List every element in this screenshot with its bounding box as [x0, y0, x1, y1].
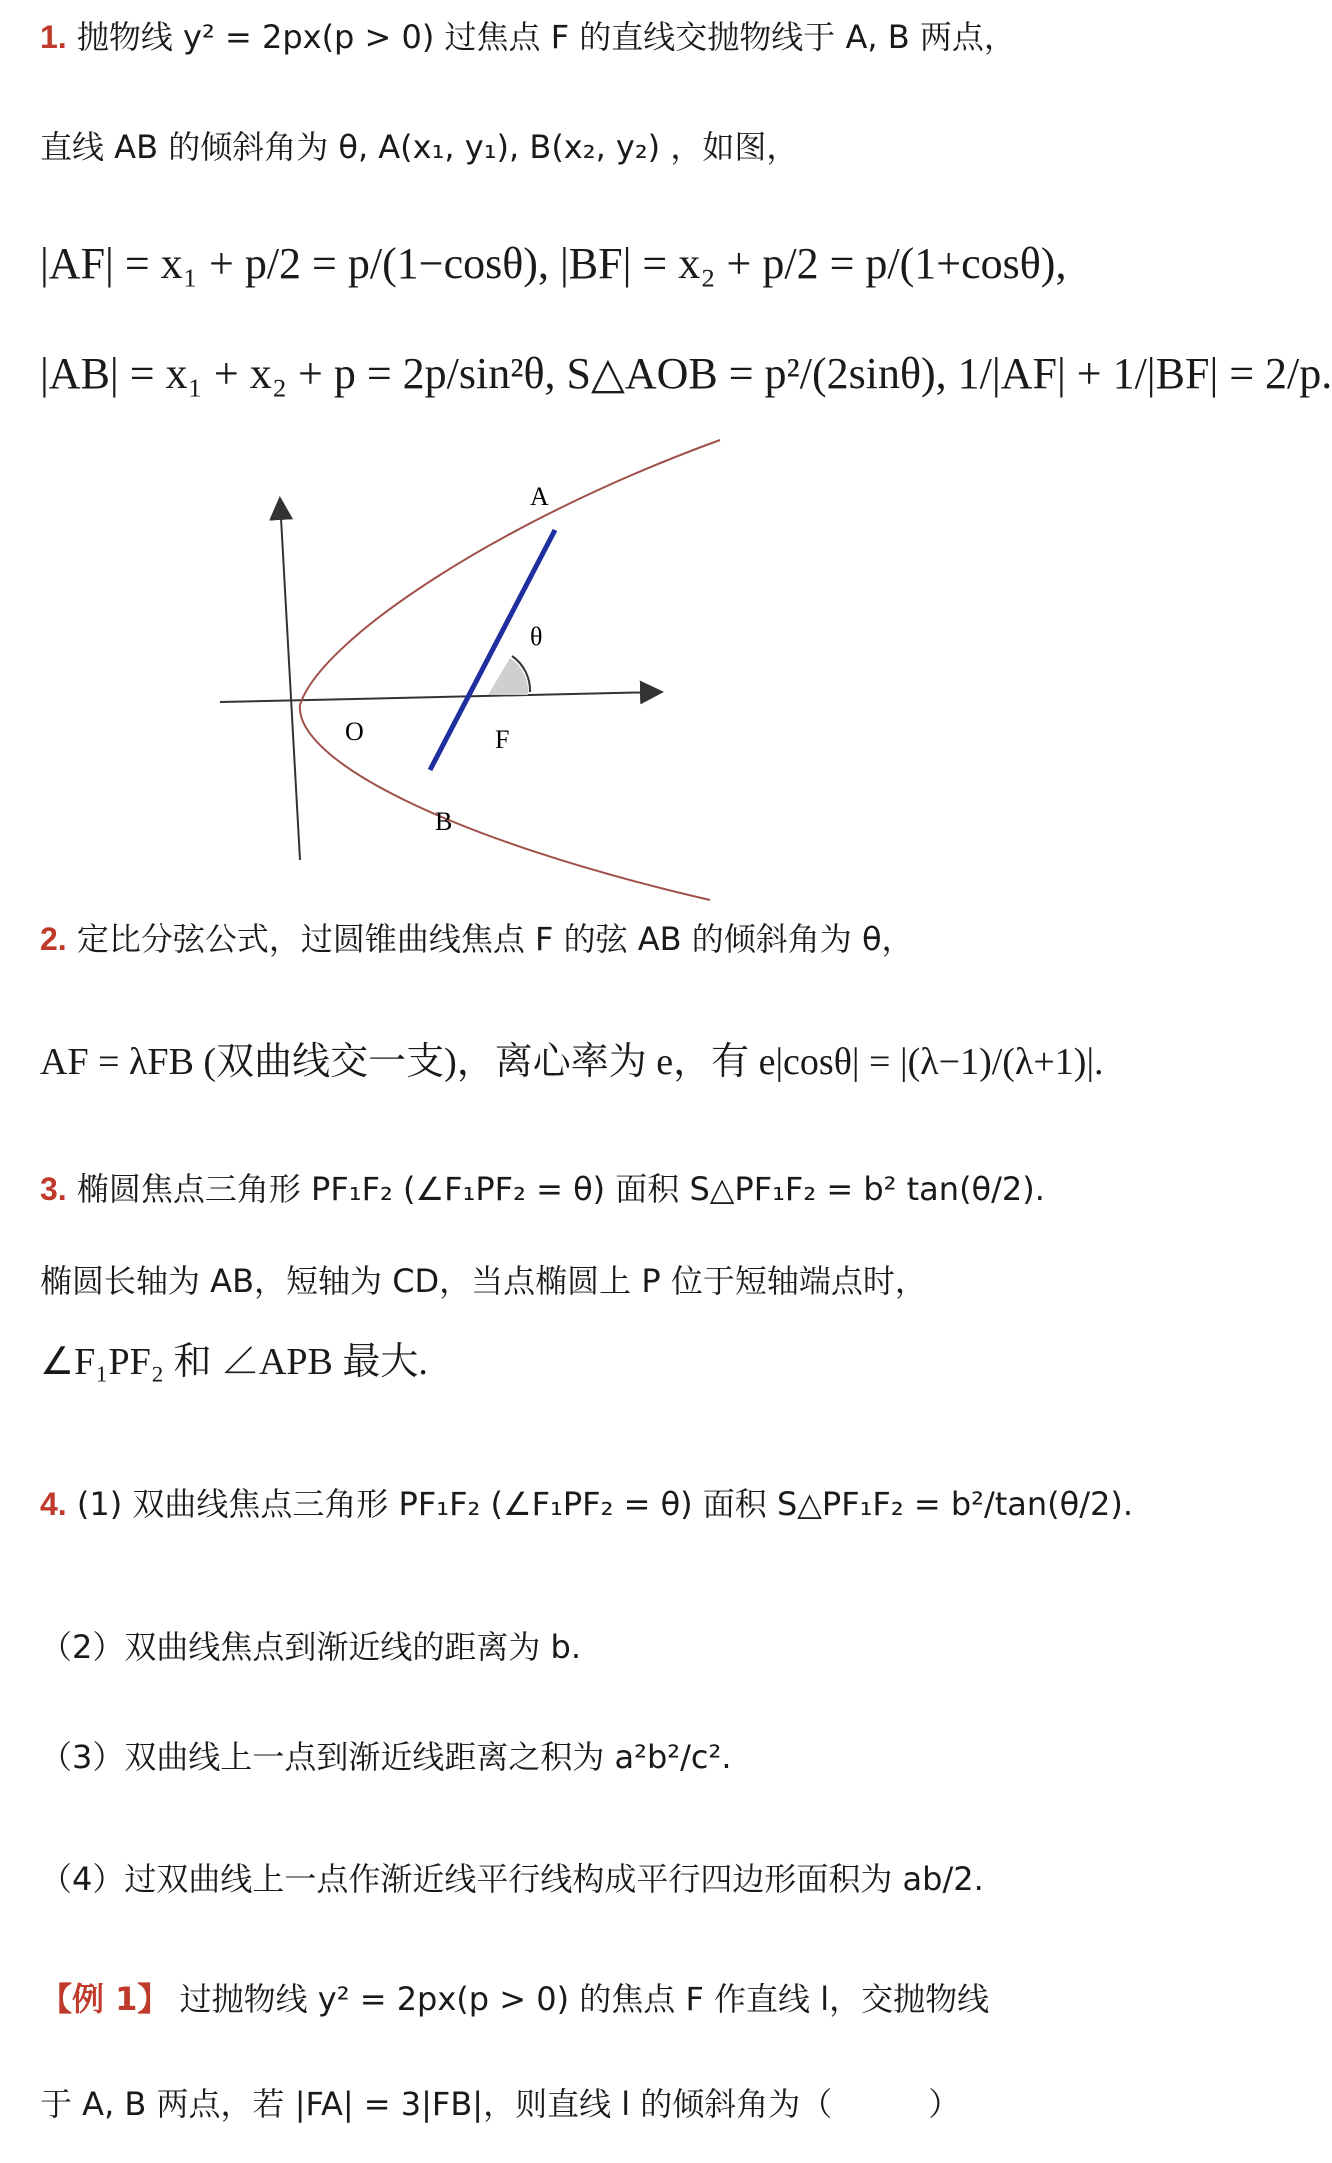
item2-line1-text: 定比分弦公式，过圆锥曲线焦点 F 的弦 AB 的倾斜角为 θ，: [76, 920, 914, 958]
item1-line2: [40, 128, 1060, 166]
item1-line1-text: 抛物线 y² = 2px(p > 0) 过焦点 F 的直线交抛物线于 A, B 两点，: [76, 18, 1016, 56]
item2-line1: [40, 920, 1060, 958]
item2-formula: [40, 1040, 1104, 1086]
label-a: A: [530, 482, 549, 511]
angle-arc: [488, 658, 528, 695]
label-b: B: [435, 807, 453, 836]
item-number: 3.: [40, 1171, 67, 1207]
example-line2: [40, 2085, 1060, 2123]
item4-line1-text: (1) 双曲线焦点三角形 PF₁F₂ (∠F₁PF₂ = θ) 面积 S△PF₁F₂ = b²/tan(θ/2).: [76, 1485, 1134, 1523]
item-number: 4.: [40, 1486, 67, 1522]
item3-line2: [40, 1262, 1060, 1300]
item4-line4-text: （4）过双曲线上一点作渐近线平行线构成平行四边形面积为 ab/2.: [40, 1860, 984, 1898]
item3-line1: [40, 1170, 1060, 1208]
x-axis: [220, 692, 660, 702]
item3-line3-text: ∠F₁PF₂ 和 ∠APB 最大.: [40, 1341, 428, 1383]
example-line1: [40, 1980, 1060, 2018]
item4-line1: [40, 1485, 1134, 1523]
example-line1-text: 过抛物线 y² = 2px(p > 0) 的焦点 F 作直线 l，交抛物线: [179, 1980, 990, 2018]
item4-line2-text: （2）双曲线焦点到渐近线的距离为 b.: [40, 1628, 582, 1666]
label-f: F: [495, 725, 510, 754]
label-o: O: [345, 717, 364, 746]
item1-line2-text: 直线 AB 的倾斜角为 θ, A(x₁, y₁), B(x₂, y₂) ，如图，: [40, 128, 799, 166]
item-number: 2.: [40, 921, 67, 957]
item3-line2-text: 椭圆长轴为 AB，短轴为 CD，当点椭圆上 P 位于短轴端点时，: [40, 1262, 927, 1300]
example-line2-text: 于 A, B 两点，若 |FA| = 3|FB|，则直线 l 的倾斜角为（ ）: [40, 2085, 961, 2123]
item4-line4: [40, 1860, 1060, 1898]
item4-line3-text: （3）双曲线上一点到渐近线距离之积为 a²b²/c².: [40, 1738, 732, 1776]
item3-line3: [40, 1340, 1060, 1386]
item3-line1-text: 椭圆焦点三角形 PF₁F₂ (∠F₁PF₂ = θ) 面积 S△PF₁F₂ = b² tan(θ/2).: [76, 1170, 1045, 1208]
item4-line3: [40, 1738, 1060, 1776]
item1-line1: [40, 18, 1060, 56]
label-theta: θ: [530, 622, 543, 651]
formula-af-bf: |AF| = x₁ + p/2 = p/(1−cosθ), |BF| = x₂ + p/2 = p/(1+cosθ),: [40, 239, 1067, 288]
ratio-formula: AF = λFB (双曲线交一支)，离心率为 e，有 e|cosθ| = |(λ−1)/(λ+1)|.: [40, 1041, 1104, 1083]
item1-formula1: [40, 238, 1067, 291]
item-number: 1.: [40, 19, 67, 55]
example-tag: 【例 1】: [40, 1980, 170, 2018]
parabola-figure: [200, 440, 700, 900]
y-axis: [280, 500, 300, 860]
item1-formula2: [40, 348, 1332, 401]
formula-ab-area: |AB| = x₁ + x₂ + p = 2p/sin²θ, S△AOB = p²/(2sinθ), 1/|AF| + 1/|BF| = 2/p.: [40, 349, 1332, 398]
item4-line2: [40, 1628, 1060, 1666]
